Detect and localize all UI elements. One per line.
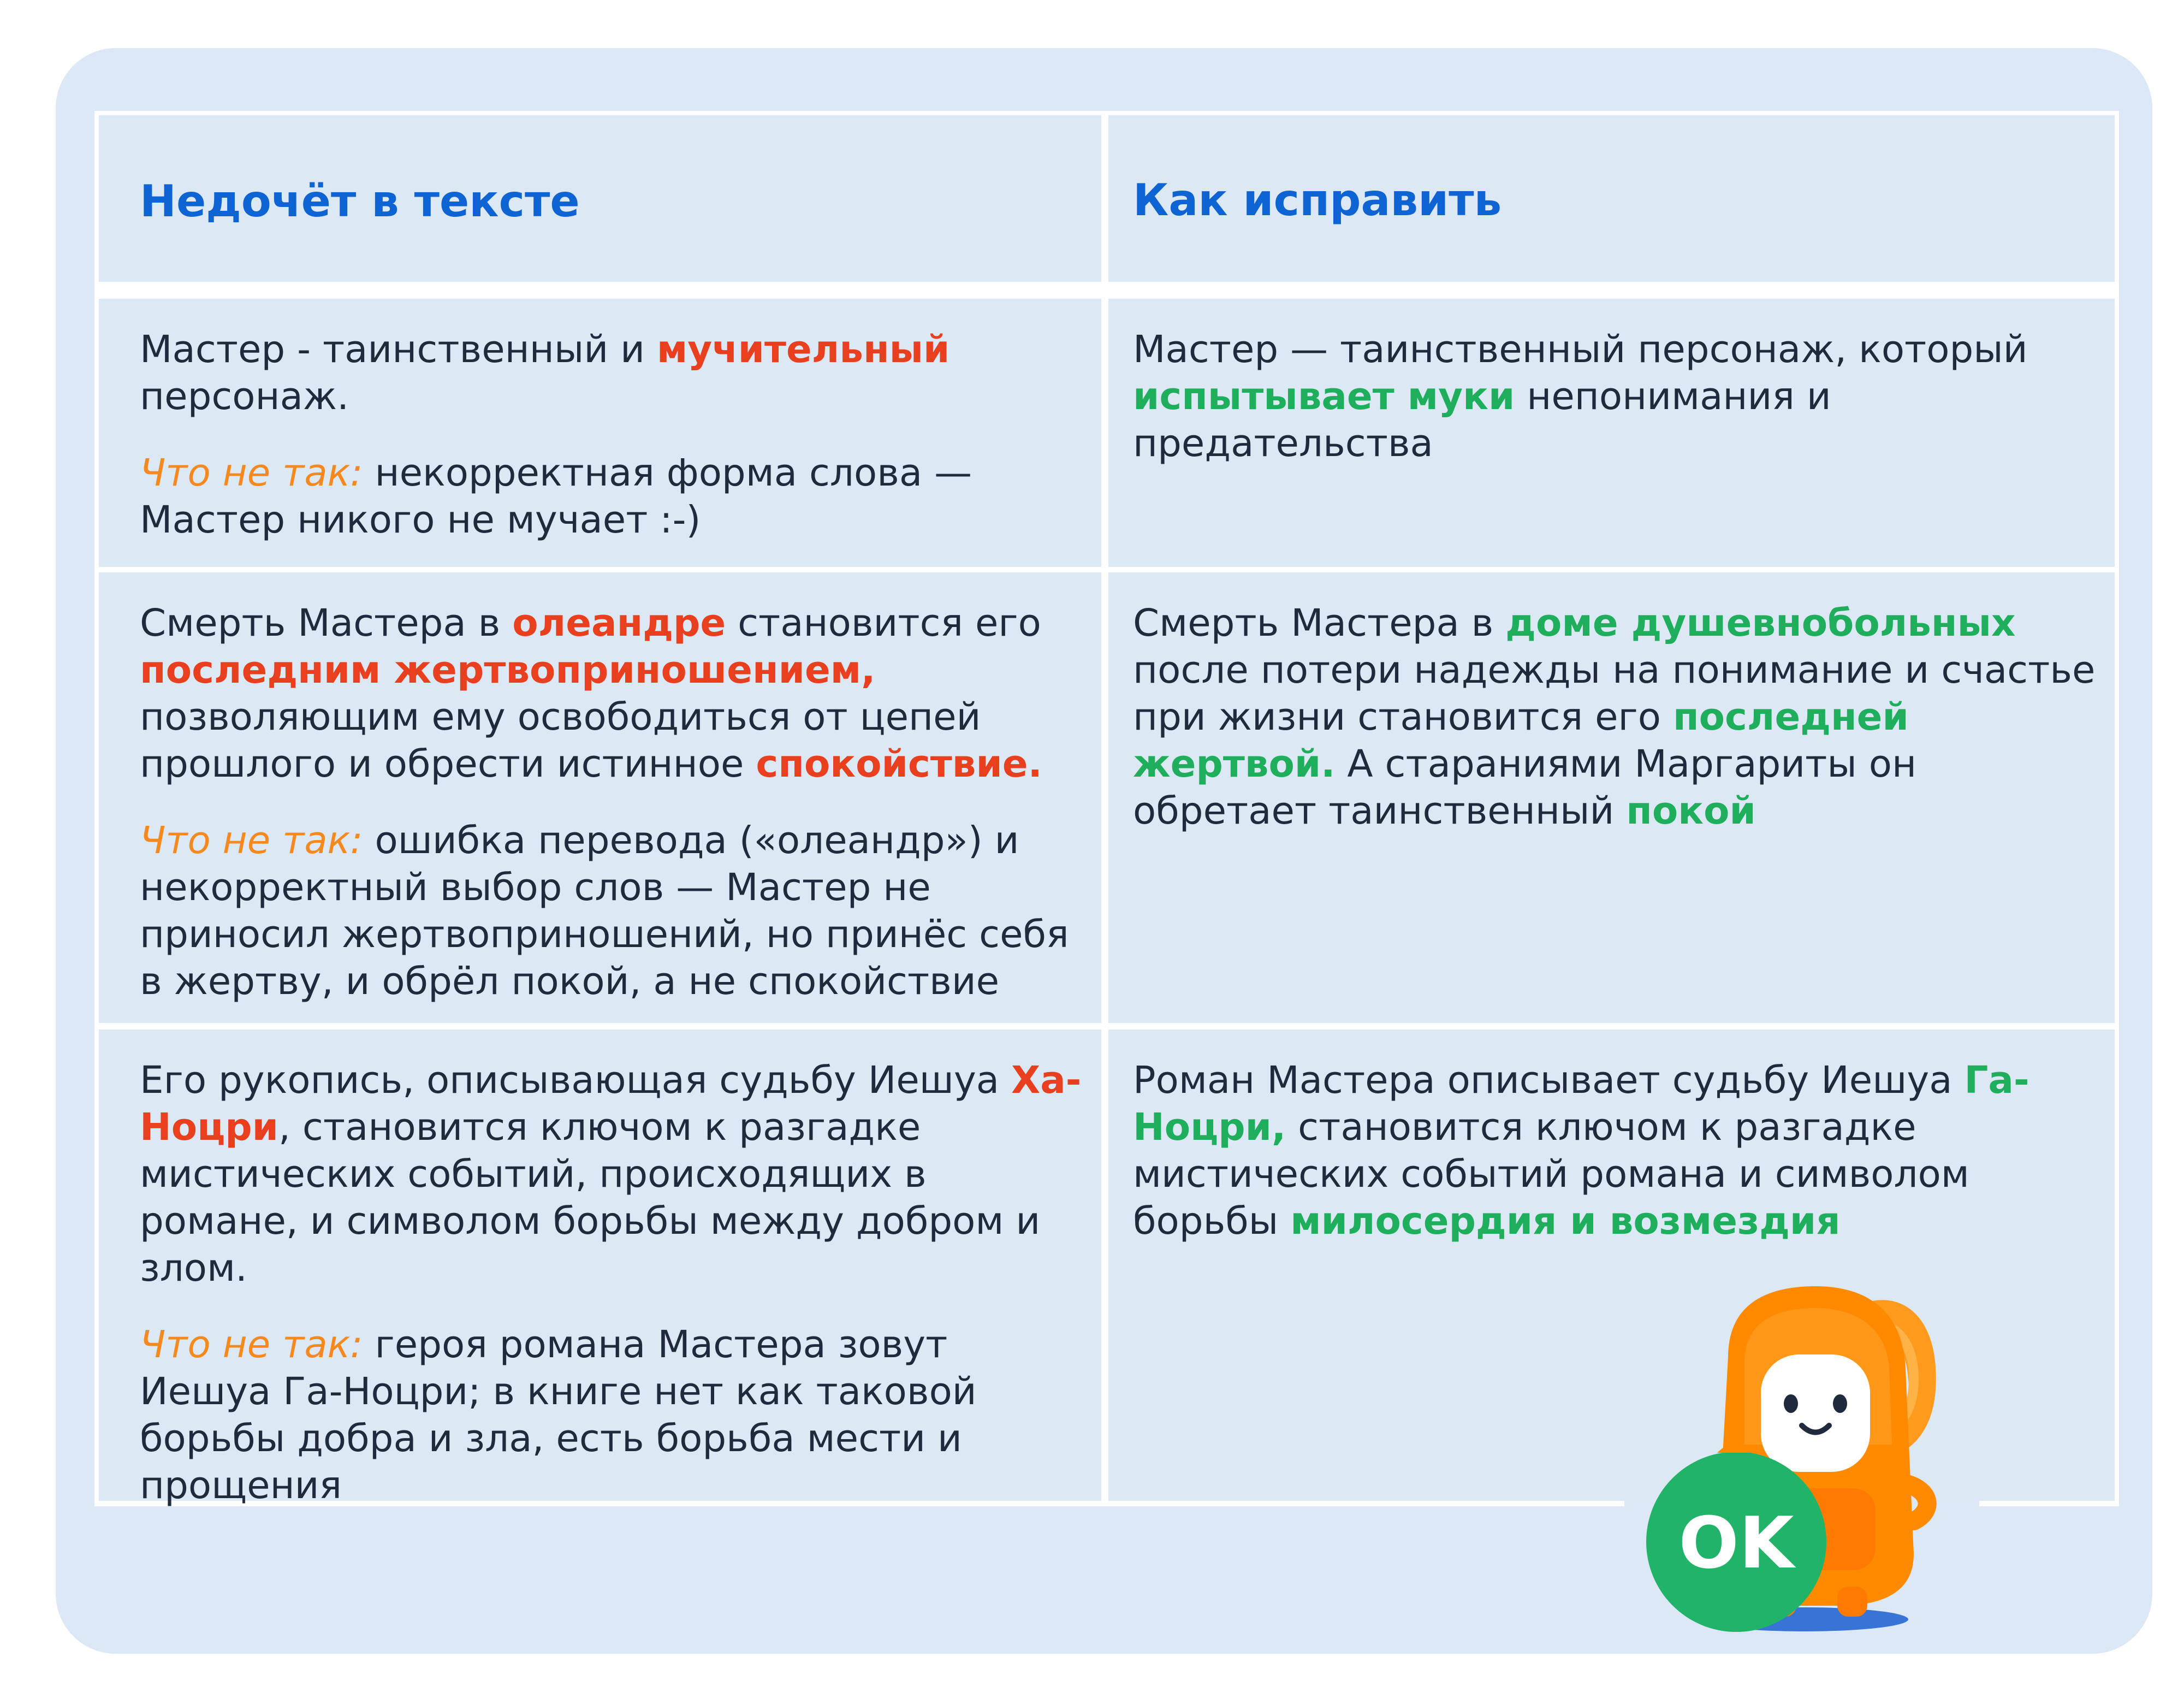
error-word: олеандре bbox=[512, 601, 726, 645]
row-3-problem-text: Его рукопись, описывающая судьбу Иешуа Ха-Ноцри, становится ключом к разгадке мистических событий, происходящих в романе, и символом борьбы между добром и злом. bbox=[140, 1058, 1082, 1290]
row-3-problem bbox=[99, 1030, 1101, 1507]
error-word: мучительный bbox=[656, 328, 950, 371]
fix-word: Га-Ноцри, bbox=[1133, 1058, 2029, 1149]
header-cell-fix bbox=[1108, 115, 2115, 282]
header-problem: Недочёт в тексте bbox=[140, 176, 580, 227]
row-3-issue: Что не так: героя романа Мастера зовут Иешуа Га-Ноцри; в книге нет как таковой борьбы добра и зла, есть борьба мести и прощения bbox=[140, 1323, 977, 1507]
header-fix: Как исправить bbox=[1133, 175, 1502, 226]
row-2-issue: Что не так: ошибка перевода («олеандр») и некорректный выбор слов — Мастер не приносил жертвоприношений, но принёс себя в жертву, и обрёл покой, а не спокойствие bbox=[140, 819, 1069, 1003]
fix-word: покой bbox=[1626, 789, 1756, 833]
row-1-issue: Что не так: некорректная форма слова — Мастер никого не мучает :-) bbox=[140, 451, 972, 542]
backpack-mascot-icon bbox=[1608, 1248, 1990, 1652]
header-cell-problem bbox=[99, 115, 1101, 282]
fix-word: доме душевнобольных bbox=[1505, 601, 2016, 645]
error-word: последним жертвоприношением, bbox=[140, 648, 876, 692]
row-2-fix-text: Смерть Мастера в доме душевнобольных после потери надежды на понимание и счастье при жизни становится его последней жертвой. А стараниями Маргариты он обретает таинственный покой bbox=[1133, 601, 2096, 833]
row-2-problem-text: Смерть Мастера в олеандре становится его последним жертвоприношением, позволяющим ему освободиться от цепей прошлого и обрести истинное спокойствие. bbox=[140, 601, 1042, 786]
fix-word: последней жертвой. bbox=[1133, 695, 1909, 786]
what-wrong-label: Что не так: bbox=[140, 451, 363, 495]
ok-badge-text: OK bbox=[1678, 1501, 1794, 1584]
row-1-fix-text: Мастер — таинственный персонаж, который испытывает муки непонимания и предательства bbox=[1133, 328, 2028, 465]
what-wrong-label: Что не так: bbox=[140, 819, 363, 862]
row-3-fix-text: Роман Мастера описывает судьбу Иешуа Га-Ноцри, становится ключом к разгадке мистических событий романа и символом борьбы милосердия и возмездия bbox=[1133, 1058, 2029, 1243]
error-word: Ха-Ноцри bbox=[140, 1058, 1082, 1149]
row-1-problem bbox=[99, 299, 1101, 567]
row-2-fix bbox=[1108, 572, 2115, 1023]
row-2-problem bbox=[99, 572, 1101, 1023]
error-word: спокойствие. bbox=[756, 742, 1042, 786]
mascot-illustration bbox=[1608, 1248, 1990, 1652]
row-1-fix bbox=[1108, 299, 2115, 567]
fix-word: испытывает муки bbox=[1133, 375, 1515, 418]
row-1-problem-text: Мастер - таинственный и мучительный персонаж. bbox=[140, 328, 950, 418]
fix-word: милосердия и возмездия bbox=[1290, 1199, 1841, 1243]
what-wrong-label: Что не так: bbox=[140, 1323, 363, 1366]
